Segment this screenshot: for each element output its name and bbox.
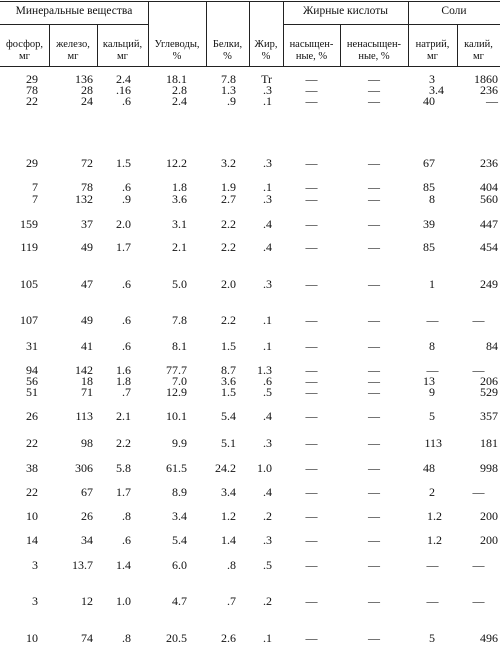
table-cell: .6 [122, 533, 131, 547]
table-cell: .8 [122, 631, 131, 645]
table-cell: 1.2 [427, 509, 442, 523]
table-row [0, 437, 500, 449]
table-cell: .2 [263, 594, 272, 608]
table-row [0, 314, 500, 326]
table-cell: 3 [32, 558, 38, 572]
col-header-line2: мг [473, 51, 484, 62]
table-cell: 3.1 [172, 217, 187, 231]
table-cell: 8.7 [221, 363, 236, 377]
table-cell: — [305, 594, 318, 608]
table-top-rule [0, 1, 500, 2]
table-cell: 560 [480, 192, 498, 206]
table-cell: — [368, 558, 380, 572]
table-row [0, 193, 500, 205]
table-cell: — [426, 594, 439, 608]
table-cell: .3 [263, 533, 272, 547]
table-row [0, 410, 500, 422]
table-row [0, 278, 500, 290]
table-cell: .5 [263, 385, 272, 399]
table-cell: 2.4 [116, 72, 131, 86]
table-cell: — [368, 631, 380, 645]
table-cell: 1.8 [116, 374, 131, 388]
table-cell: .3 [263, 156, 272, 170]
table-cell: 7 [32, 192, 38, 206]
table-cell: 5 [429, 631, 435, 645]
table-cell: 1860 [474, 72, 498, 86]
col-header-line1: насыщен- [289, 39, 334, 50]
table-row [0, 95, 500, 107]
table-cell: — [305, 461, 318, 475]
table-cell: 119 [20, 240, 38, 254]
table-cell: 200 [480, 533, 498, 547]
acids-salts-group-rule [283, 24, 500, 25]
table-cell: 29 [26, 72, 38, 86]
table-cell: 8.9 [172, 485, 187, 499]
table-cell: 5.8 [116, 461, 131, 475]
table-cell: 2.2 [221, 313, 236, 327]
table-cell: — [305, 192, 318, 206]
table-cell: 496 [480, 631, 498, 645]
table-cell: 1.3 [257, 363, 272, 377]
table-cell: 998 [480, 461, 498, 475]
table-cell: — [368, 533, 380, 547]
col-header-line1: Жир, [254, 39, 278, 50]
table-cell: 12.2 [166, 156, 187, 170]
table-row [0, 462, 500, 474]
table-cell: 49 [81, 313, 93, 327]
table-cell: 2.0 [116, 217, 131, 231]
table-cell: .6 [122, 277, 131, 291]
table-cell: — [305, 83, 318, 97]
table-cell: 85 [423, 180, 435, 194]
table-cell: 29 [26, 156, 38, 170]
col-header-phosphorus [0, 39, 49, 63]
table-cell: 26 [81, 509, 93, 523]
table-cell: 13 [423, 374, 435, 388]
table-cell: 7 [32, 180, 38, 194]
table-row [0, 510, 500, 522]
table-cell: 357 [480, 409, 498, 423]
table-cell: 3.6 [221, 374, 236, 388]
col-header-line2: ные, % [358, 51, 390, 62]
table-cell: 10.1 [166, 409, 187, 423]
table-cell: .4 [263, 217, 272, 231]
table-cell: 249 [480, 277, 498, 291]
table-cell: — [305, 180, 318, 194]
table-cell: Tr [261, 72, 272, 86]
table-cell: .3 [263, 436, 272, 450]
table-cell: 113 [75, 409, 93, 423]
table-cell: — [305, 631, 318, 645]
table-cell: 306 [75, 461, 93, 475]
table-cell: .1 [263, 180, 272, 194]
table-cell: 51 [26, 385, 38, 399]
table-cell: 98 [81, 436, 93, 450]
table-cell: — [368, 436, 380, 450]
table-cell: .9 [122, 192, 131, 206]
table-cell: — [368, 509, 380, 523]
col-header-line2: мг [117, 51, 128, 62]
table-cell: 1.6 [116, 363, 131, 377]
table-cell: 1.7 [116, 485, 131, 499]
table-cell: 2.2 [221, 240, 236, 254]
table-cell: 2.7 [221, 192, 236, 206]
table-cell: 12 [81, 594, 93, 608]
table-cell: 40 [423, 94, 435, 108]
table-cell: .7 [227, 594, 236, 608]
table-row [0, 241, 500, 253]
table-cell: .3 [263, 192, 272, 206]
table-cell: .1 [263, 313, 272, 327]
table-cell: 10 [26, 631, 38, 645]
table-cell: 2 [429, 485, 435, 499]
table-cell: — [368, 409, 380, 423]
col-header-line2: % [261, 51, 271, 62]
table-cell: 31 [26, 339, 38, 353]
col-header-line2: % [223, 51, 232, 62]
table-cell: 4.7 [172, 594, 187, 608]
table-cell: 3.6 [172, 192, 187, 206]
table-cell: .5 [263, 558, 272, 572]
table-cell: 37 [81, 217, 93, 231]
table-cell: 56 [26, 374, 38, 388]
minerals-group-rule [0, 24, 148, 25]
table-cell: 48 [423, 461, 435, 475]
col-header-calcium [97, 39, 148, 63]
table-row [0, 534, 500, 546]
table-cell: 1.8 [172, 180, 187, 194]
table-cell: — [305, 436, 318, 450]
table-cell: 1.3 [221, 83, 236, 97]
table-cell: 6.0 [172, 558, 187, 572]
table-cell: 2.4 [172, 94, 187, 108]
table-cell: 67 [423, 156, 435, 170]
table-cell: 67 [81, 485, 93, 499]
table-cell: .6 [122, 94, 131, 108]
table-cell: — [368, 374, 380, 388]
table-cell: — [305, 409, 318, 423]
table-cell: 2.1 [172, 240, 187, 254]
table-cell: 8 [429, 192, 435, 206]
table-cell: 529 [480, 385, 498, 399]
col-header-line2: % [172, 51, 182, 62]
table-cell: 61.5 [166, 461, 187, 475]
table-cell: 3.4 [172, 509, 187, 523]
table-cell: 8 [429, 339, 435, 353]
table-cell: .4 [263, 240, 272, 254]
table-cell: 5.1 [221, 436, 236, 450]
table-cell: 22 [26, 94, 38, 108]
col-header-potassium [457, 39, 500, 63]
table-cell: 1.5 [221, 385, 236, 399]
table-cell: 9 [429, 385, 435, 399]
col-header-line2: ные, % [295, 51, 328, 62]
table-cell: 5.4 [221, 409, 236, 423]
table-cell: .1 [263, 631, 272, 645]
table-cell: — [486, 94, 498, 108]
table-cell: 2.8 [172, 83, 187, 97]
table-cell: 1.0 [257, 461, 272, 475]
table-cell: .8 [122, 509, 131, 523]
table-cell: 1.7 [116, 240, 131, 254]
table-cell: .8 [227, 558, 236, 572]
col-header-line1: фосфор, [5, 39, 44, 50]
table-cell: 5.0 [172, 277, 187, 291]
table-cell: — [368, 217, 380, 231]
table-cell: 2.0 [221, 277, 236, 291]
table-cell: 7.8 [221, 72, 236, 86]
table-cell: .2 [263, 509, 272, 523]
table-row [0, 386, 500, 398]
table-cell: 1.0 [116, 594, 131, 608]
table-row [0, 157, 500, 169]
group-salts: Соли [441, 5, 467, 17]
table-cell: 7.0 [172, 374, 187, 388]
table-cell: 77.7 [166, 363, 187, 377]
table-cell: 5.4 [172, 533, 187, 547]
table-cell: 447 [480, 217, 498, 231]
table-cell: .3 [263, 277, 272, 291]
table-cell: — [305, 72, 318, 86]
table-cell: 24.2 [215, 461, 236, 475]
table-cell: 1.9 [221, 180, 236, 194]
table-cell: 2.6 [221, 631, 236, 645]
table-cell: — [305, 509, 318, 523]
table-cell: 1.5 [221, 339, 236, 353]
table-cell: 72 [81, 156, 93, 170]
col-header-line1: натрий, [415, 39, 450, 50]
table-cell: — [472, 594, 485, 608]
table-cell: .9 [227, 94, 236, 108]
table-cell: 71 [81, 385, 93, 399]
table-cell: 404 [480, 180, 498, 194]
table-cell: 5 [429, 409, 435, 423]
table-cell: .6 [122, 313, 131, 327]
table-cell: 84 [486, 339, 498, 353]
table-cell: 41 [81, 339, 93, 353]
table-cell: 7.8 [172, 313, 187, 327]
table-cell: .6 [122, 339, 131, 353]
table-cell: — [305, 217, 318, 231]
table-cell: — [305, 363, 318, 377]
table-cell: 105 [20, 277, 38, 291]
table-cell: 2.2 [116, 436, 131, 450]
table-cell: 1.4 [221, 533, 236, 547]
col-header-protein [206, 39, 249, 63]
table-cell: 2.2 [221, 217, 236, 231]
table-cell: 1 [429, 277, 435, 291]
table-cell: 39 [423, 217, 435, 231]
table-cell: — [472, 363, 485, 377]
table-cell: — [305, 156, 318, 170]
table-cell: — [368, 156, 380, 170]
table-cell: 113 [424, 436, 442, 450]
table-cell: — [368, 461, 380, 475]
table-cell: — [368, 277, 380, 291]
table-cell: 1.2 [221, 509, 236, 523]
table-cell: 2.1 [116, 409, 131, 423]
col-header-line1: Белки, [212, 39, 243, 50]
table-cell: 20.5 [166, 631, 187, 645]
table-cell: 132 [75, 192, 93, 206]
table-cell: .1 [263, 94, 272, 108]
table-cell: — [472, 485, 485, 499]
table-cell: 206 [480, 374, 498, 388]
table-cell: 10 [26, 509, 38, 523]
table-cell: 236 [480, 83, 498, 97]
table-cell: — [368, 339, 380, 353]
table-cell: .4 [263, 485, 272, 499]
table-cell: — [305, 385, 318, 399]
table-cell: — [368, 94, 380, 108]
table-cell: — [305, 313, 318, 327]
group-fatty-acids: Жирные кислоты [302, 5, 388, 17]
col-header-iron [49, 39, 97, 63]
table-cell: .16 [116, 83, 131, 97]
table-cell: — [368, 72, 380, 86]
table-cell: 13.7 [72, 558, 93, 572]
table-cell: 1.2 [427, 533, 442, 547]
col-header-line1: ненасыщен- [346, 39, 402, 50]
table-cell: — [368, 180, 380, 194]
table-cell: .7 [122, 385, 131, 399]
table-cell: 22 [26, 485, 38, 499]
header-bottom-rule [0, 66, 500, 67]
table-cell: 454 [480, 240, 498, 254]
table-cell: — [426, 313, 439, 327]
table-cell: 181 [480, 436, 498, 450]
col-header-carbs [148, 39, 206, 63]
table-cell: — [368, 313, 380, 327]
table-cell: — [368, 363, 380, 377]
table-cell: 94 [26, 363, 38, 377]
table-cell: 74 [81, 631, 93, 645]
table-cell: 18 [81, 374, 93, 388]
table-cell: 85 [423, 240, 435, 254]
table-cell: — [305, 339, 318, 353]
col-header-fat [249, 39, 283, 63]
table-row [0, 632, 500, 644]
table-cell: 28 [81, 83, 93, 97]
table-cell: — [368, 192, 380, 206]
table-cell: 3 [429, 72, 435, 86]
table-cell: .4 [263, 409, 272, 423]
table-cell: — [368, 385, 380, 399]
table-cell: 159 [20, 217, 38, 231]
table-cell: 3.2 [221, 156, 236, 170]
table-cell: — [426, 558, 439, 572]
table-cell: — [305, 374, 318, 388]
table-cell: .6 [122, 180, 131, 194]
table-cell: — [305, 94, 318, 108]
table-cell: 47 [81, 277, 93, 291]
table-cell: .3 [263, 83, 272, 97]
table-cell: 22 [26, 436, 38, 450]
table-cell: — [426, 363, 439, 377]
table-cell: — [305, 558, 318, 572]
group-minerals: Минеральные вещества [15, 5, 133, 17]
table-cell: 26 [26, 409, 38, 423]
table-cell: 1.5 [116, 156, 131, 170]
col-header-line1: железо, [56, 39, 90, 50]
table-cell: 200 [480, 509, 498, 523]
table-cell: 34 [81, 533, 93, 547]
table-cell: 12.9 [166, 385, 187, 399]
table-cell: — [472, 313, 485, 327]
table-cell: 3.4 [221, 485, 236, 499]
table-cell: 107 [20, 313, 38, 327]
table-cell: 3 [32, 594, 38, 608]
col-header-line1: кальций, [102, 39, 143, 50]
table-cell: 14 [26, 533, 38, 547]
col-header-line2: мг [19, 51, 30, 62]
table-row [0, 486, 500, 498]
table-cell: 142 [75, 363, 93, 377]
col-header-line2: мг [67, 51, 79, 62]
table-cell: .1 [263, 339, 272, 353]
table-row [0, 340, 500, 352]
col-header-unsaturated [340, 39, 408, 63]
table-cell: 78 [81, 180, 93, 194]
table-cell: 38 [26, 461, 38, 475]
col-header-saturated [283, 39, 340, 63]
table-cell: 236 [480, 156, 498, 170]
table-row [0, 218, 500, 230]
table-cell: — [305, 533, 318, 547]
table-row [0, 595, 500, 607]
table-row [0, 559, 500, 571]
table-cell: 1.4 [116, 558, 131, 572]
table-cell: — [368, 240, 380, 254]
table-cell: 49 [81, 240, 93, 254]
table-cell: — [305, 277, 318, 291]
table-cell: 18.1 [166, 72, 187, 86]
col-header-line1: Углеводы, [154, 39, 200, 50]
col-header-line1: калий, [464, 39, 493, 50]
table-cell: — [368, 485, 380, 499]
table-cell: — [472, 558, 485, 572]
table-cell: 24 [81, 94, 93, 108]
table-cell: — [305, 240, 318, 254]
table-cell: 136 [75, 72, 93, 86]
table-cell: 9.9 [172, 436, 187, 450]
col-header-line2: мг [427, 51, 438, 62]
table-cell: 78 [26, 83, 38, 97]
table-cell: — [368, 83, 380, 97]
table-cell: — [368, 594, 380, 608]
table-cell: 8.1 [172, 339, 187, 353]
table-cell: 3.4 [429, 83, 444, 97]
col-header-sodium [408, 39, 457, 63]
table-cell: — [305, 485, 318, 499]
table-cell: .6 [263, 374, 272, 388]
